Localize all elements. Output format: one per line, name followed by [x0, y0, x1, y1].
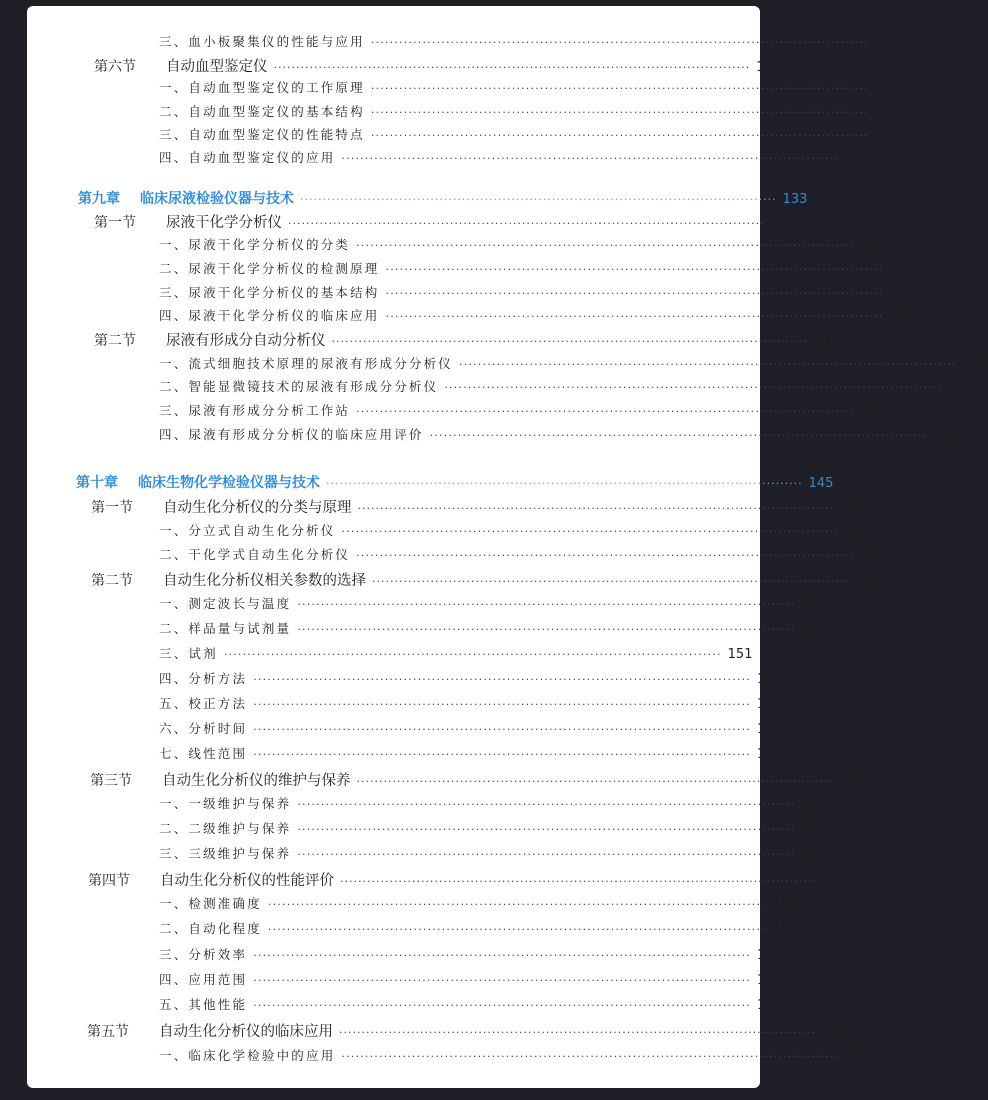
toc-entry-title: 三、分析效率: [159, 947, 248, 962]
toc-entry-title: 七、线性范围: [159, 746, 248, 761]
toc-section-page: 145: [840, 500, 866, 516]
toc-chapter-page: 133: [782, 192, 808, 207]
toc-entry-page: 126: [874, 81, 900, 96]
dot-leader: ··········································································································: [253, 698, 752, 711]
toc-section-page: 137: [814, 333, 840, 349]
toc-entry-page: 153: [801, 797, 826, 812]
toc-entry-page: 153: [757, 722, 782, 737]
toc-entry: [159, 354, 988, 372]
dot-leader: ··········································································································: [273, 61, 751, 74]
toc-entry-title: 六、分析时间: [159, 721, 248, 736]
dot-leader: ··········································································································: [297, 798, 796, 811]
dot-leader: ··········································································································: [253, 949, 752, 962]
dot-leader: ··········································································································: [341, 1050, 840, 1063]
toc-entry: [159, 102, 900, 120]
toc-chapter-page: 145: [808, 476, 834, 491]
toc-section-page: 133: [770, 215, 797, 231]
toc-entry: [159, 995, 782, 1013]
toc-entry-page: 155: [757, 948, 782, 963]
toc-entry-page: 138: [962, 357, 988, 372]
toc-entry-page: 149: [859, 548, 885, 563]
toc-entry-title: 一、检测准确度: [159, 896, 262, 911]
toc-section-number: 第四节: [88, 873, 130, 889]
toc-entry-page: 151: [801, 622, 826, 637]
toc-entry: [159, 545, 885, 563]
toc-entry-title: 三、血小板聚集仪的性能与应用: [159, 34, 365, 49]
toc-entry-title: 四、分析方法: [159, 671, 248, 686]
dot-leader: ··········································································································: [429, 429, 928, 442]
toc-entry-title: 三、三级维护与保养: [159, 846, 292, 861]
toc-entry-title: 二、尿液干化学分析仪的检测原理: [159, 261, 380, 276]
toc-entry-page: 154: [771, 897, 797, 912]
toc-entry: [159, 401, 885, 419]
toc-entry-page: 153: [757, 747, 782, 762]
toc-entry: [159, 919, 797, 937]
dot-leader: ··········································································································: [356, 549, 854, 562]
toc-entry-page: 134: [889, 262, 915, 277]
toc-section: [91, 496, 866, 517]
toc-entry: [159, 819, 826, 837]
toc-entry-title: 一、尿液干化学分析仪的分类: [159, 237, 351, 252]
dot-leader: ··········································································································: [297, 848, 796, 861]
toc-entry: [159, 78, 900, 96]
dot-leader: ··········································································································: [357, 502, 835, 515]
dot-leader: ··········································································································: [339, 1026, 816, 1039]
toc-section-number: 第一节: [94, 215, 136, 231]
toc-entry-page: 143: [933, 428, 959, 443]
toc-section-title: 自动生化分析仪相关参数的选择: [163, 573, 366, 589]
toc-section-number: 第一节: [91, 500, 133, 516]
toc-page: [27, 6, 988, 1088]
toc-entry-page: 150: [801, 597, 826, 612]
toc-entry-page: 129: [874, 128, 900, 143]
toc-entry-title: 四、应用范围: [159, 972, 248, 987]
toc-section-number: 第二节: [91, 573, 133, 589]
dot-leader: ··········································································································: [459, 358, 957, 371]
toc-entry-page: 142: [859, 404, 885, 419]
toc-entry-title: 四、尿液干化学分析仪的临床应用: [159, 308, 380, 323]
toc-entry-title: 三、尿液有形成分分析工作站: [159, 403, 351, 418]
toc-entry-page: 126: [874, 35, 900, 50]
toc-entry-page: 146: [845, 524, 871, 539]
toc-entry: [159, 644, 753, 662]
dot-leader: ··········································································································: [341, 525, 840, 538]
toc-entry-page: 154: [801, 847, 826, 862]
toc-section-number: 第五节: [87, 1024, 129, 1040]
dot-leader: ··········································································································: [444, 381, 943, 394]
dot-leader: ··········································································································: [370, 36, 869, 49]
toc-entry-title: 一、一级维护与保养: [159, 796, 292, 811]
toc-entry-title: 四、尿液有形成分分析仪的临床应用评价: [159, 427, 424, 442]
toc-entry: [159, 794, 826, 812]
toc-entry: [159, 377, 973, 395]
toc-section: [88, 869, 849, 890]
toc-entry: [159, 148, 871, 166]
toc-entry-title: 一、流式细胞技术原理的尿液有形成分分析仪: [159, 356, 454, 371]
toc-entry-page: 127: [874, 105, 900, 120]
toc-entry: [159, 594, 826, 612]
toc-entry-title: 二、自动血型鉴定仪的基本结构: [159, 104, 365, 119]
toc-entry-page: 140: [948, 380, 973, 395]
toc-entry-title: 五、其他性能: [159, 997, 248, 1012]
toc-entry-page: 156: [845, 1049, 871, 1064]
toc-entry-title: 一、分立式自动生化分析仪: [159, 523, 336, 538]
toc-entry: [159, 694, 782, 712]
dot-leader: ··········································································································: [370, 129, 869, 142]
dot-leader: ··········································································································: [223, 648, 722, 661]
toc-section-number: 第二节: [94, 333, 136, 349]
toc-entry-page: 155: [757, 973, 782, 988]
toc-entry-page: 155: [757, 998, 782, 1013]
toc-entry: [159, 235, 885, 253]
dot-leader: ··········································································································: [253, 999, 752, 1012]
toc-section-title: 自动生化分析仪的分类与原理: [163, 500, 352, 516]
toc-section-page: 150: [854, 573, 881, 589]
dot-leader: ··········································································································: [331, 335, 809, 348]
toc-section-page: 155: [821, 1024, 848, 1040]
toc-chapter[interactable]: [76, 472, 834, 492]
toc-entry: [159, 306, 915, 324]
toc-section-title: 尿液有形成分自动分析仪: [166, 333, 326, 349]
toc-entry: [159, 619, 826, 637]
toc-section-number: 第六节: [94, 59, 136, 75]
toc-entry: [159, 894, 797, 912]
toc-entry: [159, 32, 900, 50]
toc-entry-page: 136: [889, 286, 915, 301]
toc-entry: [159, 945, 782, 963]
toc-entry-page: 154: [771, 922, 797, 937]
toc-entry: [159, 744, 782, 762]
toc-section-title: 自动生化分析仪的维护与保养: [162, 773, 351, 789]
toc-chapter[interactable]: [78, 188, 808, 208]
toc-section: [90, 769, 865, 790]
dot-leader: ··········································································································: [372, 575, 849, 588]
toc-entry-page: 130: [845, 151, 871, 166]
toc-section-title: 尿液干化学分析仪: [166, 215, 282, 231]
dot-leader: ··········································································································: [385, 310, 884, 323]
toc-section-title: 自动生化分析仪的性能评价: [160, 873, 334, 889]
toc-entry-title: 三、试剂: [159, 646, 218, 661]
toc-entry-title: 一、临床化学检验中的应用: [159, 1048, 336, 1063]
dot-leader: ··········································································································: [370, 82, 869, 95]
dot-leader: ··········································································································: [288, 217, 765, 230]
toc-entry: [159, 1046, 871, 1064]
toc-section-page: 153: [839, 773, 865, 789]
dot-leader: ··········································································································: [341, 152, 840, 165]
dot-leader: ··········································································································: [385, 287, 884, 300]
toc-entry-title: 二、样品量与试剂量: [159, 621, 292, 636]
toc-entry: [159, 719, 782, 737]
toc-entry: [159, 125, 900, 143]
toc-entry-title: 一、测定波长与温度: [159, 596, 292, 611]
toc-entry: [159, 844, 826, 862]
dot-leader: ··········································································································: [297, 623, 796, 636]
toc-entry-title: 一、自动血型鉴定仪的工作原理: [159, 80, 365, 95]
toc-entry-page: 151: [757, 672, 782, 687]
dot-leader: ··········································································································: [356, 405, 854, 418]
dot-leader: ··········································································································: [300, 193, 777, 206]
toc-section: [94, 329, 840, 350]
toc-entry: [159, 970, 782, 988]
toc-entry-page: 153: [757, 697, 782, 712]
toc-entry-title: 二、干化学式自动生化分析仪: [159, 547, 351, 562]
toc-section: [94, 211, 797, 232]
toc-section-title: 自动生化分析仪的临床应用: [159, 1024, 333, 1040]
toc-entry-title: 三、自动血型鉴定仪的性能特点: [159, 127, 365, 142]
dot-leader: ··········································································································: [326, 477, 803, 490]
dot-leader: ··········································································································: [370, 106, 869, 119]
toc-chapter-title: 临床生物化学检验仪器与技术: [138, 475, 320, 491]
toc-entry-title: 二、二级维护与保养: [159, 821, 292, 836]
dot-leader: ··········································································································: [385, 263, 884, 276]
dot-leader: ··········································································································: [297, 823, 796, 836]
toc-section: [91, 569, 881, 590]
toc-entry-title: 二、自动化程度: [159, 921, 262, 936]
dot-leader: ··········································································································: [253, 723, 752, 736]
toc-entry-page: 154: [801, 822, 826, 837]
toc-chapter-number: 第九章: [78, 191, 120, 207]
dot-leader: ··········································································································: [356, 239, 854, 252]
dot-leader: ··········································································································: [356, 775, 834, 788]
toc-section-page: 126: [756, 59, 782, 75]
toc-chapter-number: 第十章: [76, 475, 118, 491]
toc-chapter-title: 临床尿液检验仪器与技术: [140, 191, 294, 207]
toc-section: [87, 1020, 848, 1041]
toc-section-title: 自动血型鉴定仪: [166, 59, 268, 75]
toc-entry: [159, 425, 959, 443]
toc-entry-page: 134: [859, 238, 885, 253]
toc-entry: [159, 521, 871, 539]
dot-leader: ··········································································································: [267, 923, 766, 936]
toc-entry-title: 三、尿液干化学分析仪的基本结构: [159, 285, 380, 300]
toc-entry: [159, 259, 915, 277]
toc-entry-title: 五、校正方法: [159, 696, 248, 711]
dot-leader: ··········································································································: [253, 673, 752, 686]
dot-leader: ··········································································································: [340, 875, 817, 888]
dot-leader: ··········································································································: [267, 898, 766, 911]
dot-leader: ··········································································································: [253, 974, 752, 987]
toc-entry: [159, 669, 782, 687]
toc-section-number: 第三节: [90, 773, 132, 789]
dot-leader: ··········································································································: [297, 598, 796, 611]
toc-entry-page: 137: [889, 309, 915, 324]
dot-leader: ··········································································································: [253, 748, 752, 761]
toc-entry-page: 151: [727, 647, 753, 662]
toc-section: [94, 55, 782, 76]
toc-entry: [159, 283, 915, 301]
toc-section-page: 154: [822, 873, 849, 889]
toc-entry-title: 四、自动血型鉴定仪的应用: [159, 150, 336, 165]
toc-entry-title: 二、智能显微镜技术的尿液有形成分分析仪: [159, 379, 439, 394]
